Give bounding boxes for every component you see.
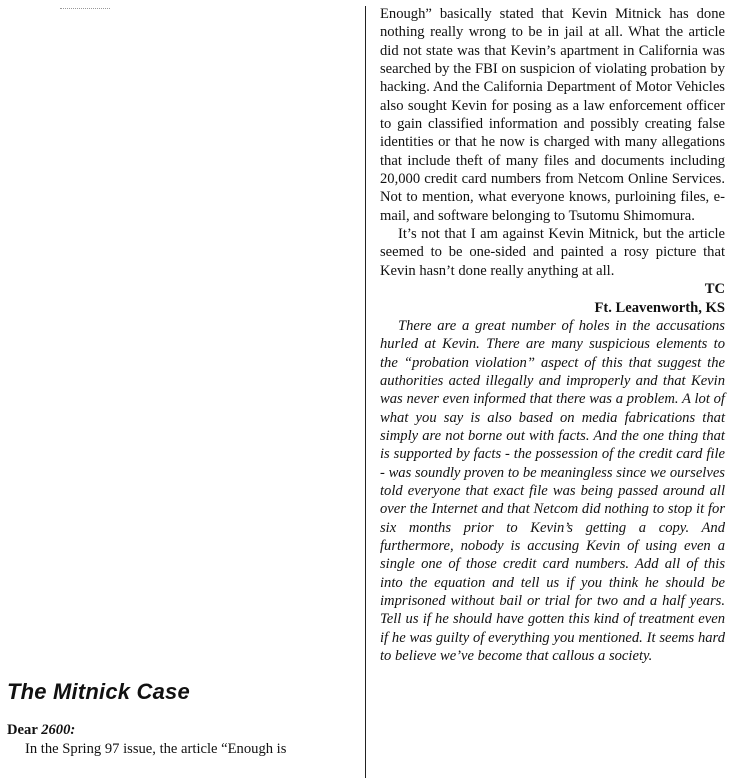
letter-salutation [7,722,75,739]
signature-name: TC [704,281,725,298]
article-title: The Mitnick Case [7,679,190,704]
salutation-name: 2600: [41,722,76,738]
column-divider [365,6,366,778]
letter-paragraph-1: Enough” basically stated that Kevin Mitnick has done nothing really wrong to be in jail at all. What the article did not state was that Kevin’s apartment in California was searched by the FBI on suspicion of violating probation by hacking. And the California Department of Motor Vehicles also sought Kevin for posing as a law enforcement officer to gain classified information and possibly creating false identities or that he now is charged with many allegations that include theft of many files and documents including 20,000 credit card numbers from Netcom Online Services. Not to mention, what everyone knows, purloining files, e-mail, and software belonging to Tsutomu Shimomura. [380,6,725,224]
left-column [7,0,357,783]
letter-intro: In the Spring 97 issue, the article “Enough is [25,741,287,757]
editor-response: There are a great number of holes in the accusations hurled at Kevin. There are many suspicious elements to the “probation violation” aspect of this that suggest the authorities acted illegally and improperly and that Kevin was never even informed that there was a problem. A lot of what you say is also based on media fabrications that simply are not borne out with facts. And the one thing that is supported by facts - the possession of the credit card file - was soundly proven to be meaningless since we ourselves told everyone that exact file was being passed around all over the Internet and that Netcom did nothing to stop it for six months prior to Kevin’s getting a copy. And furthermore, nobody is accusing Kevin of using even a single one of those credit card numbers. Add all of this into the equation and tell us if you think he should be imprisoned without bail or trial for two and a half years. Tell us if he should have gotten this kind of treatment even if he was guilty of everything you mentioned. It seems hard to believe we’ve become that callous a society. [380,317,725,665]
salutation-prefix: Dear [7,722,42,738]
letter-paragraph-2: It’s not that I am against Kevin Mitnick, but the article seemed to be one-sided and painted a rosy picture that Kevin hasn’t done really anything at all. [380,226,725,279]
right-column [380,5,725,665]
signature-location: Ft. Leavenworth, KS [594,299,725,316]
